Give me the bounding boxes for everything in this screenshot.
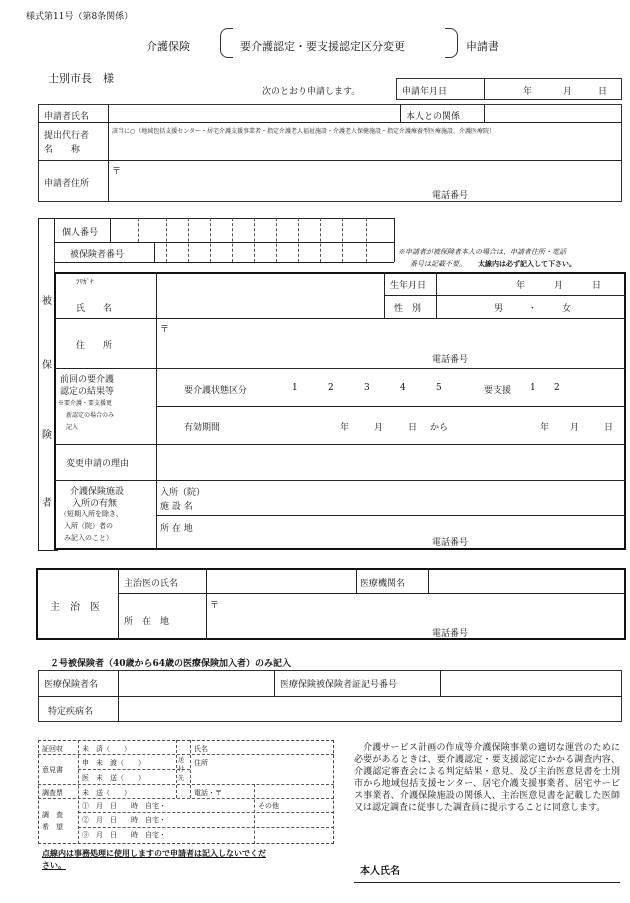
addressee: 士別市長 様 [48,72,114,85]
birth-month: 月 [554,281,564,291]
doctor-phone: 電話番号 [432,629,469,639]
insured-name-label: 氏 名 [76,304,113,314]
slot-other: その他 [258,802,279,810]
sex-dot: ・ [528,304,538,314]
note-1: ※申請者が被保険者本人の場合は、申請者住所・電話 [398,248,566,256]
recipient-label: 送付先 [178,757,185,782]
valid-to-day: 日 [604,423,614,433]
facility-in: 入所（院） [160,488,206,498]
bracket-right [445,28,458,58]
disease-field[interactable] [122,700,618,718]
birth-year: 年 [516,281,526,291]
office-footnote-1: 点線内は事務処理に使用しますので申請者は記入しないでくだ [42,848,266,858]
date-label: 申請年月日 [402,87,448,97]
agent-label-1: 提出代行者 [44,131,90,141]
facility-note-3: み記入のこと） [64,534,113,542]
sex-male[interactable]: 男 [494,304,504,314]
facility-name: 施 設 名 [160,502,193,512]
facility-note-2: 入所（院）者の [64,522,113,530]
title-center: 要介護認定・要支援認定区分変更 [240,40,405,53]
signature-line[interactable] [354,882,620,883]
side-char-3: 険 [42,430,52,441]
doctor-name-field[interactable] [210,571,352,591]
care-level-1[interactable]: 1 [292,383,298,393]
facility-addr: 所 在 地 [160,524,193,534]
side-char-2: 保 [42,360,52,371]
support-level-2[interactable]: 2 [554,383,560,393]
doctor-section-label: 主 治 医 [50,602,100,613]
valid-to-month: 月 [570,423,580,433]
insured-name-field[interactable] [160,276,380,316]
change-reason-label: 変更申請の理由 [66,459,130,469]
chosa-send: 未 送（ ） [82,789,131,797]
prev-label-1: 前回の要介護 [60,375,115,385]
intro-text: 次のとおり申請します。 [262,87,361,97]
form-number: 様式第11号（第8条関係） [26,12,134,22]
valid-from-month: 月 [374,423,384,433]
type2-heading: ２号被保険者（40歳から64歳の医療保険加入者）のみ記入 [50,659,292,669]
shokai-status: 未 済（ ） [82,745,131,753]
birth-label: 生年月日 [390,281,427,291]
applicant-phone: 電話番号 [432,191,469,201]
cert-label: 医療保険被保険者証記号番号 [280,680,398,690]
care-level-5[interactable]: 5 [436,383,442,393]
care-level-3[interactable]: 3 [364,383,370,393]
chosa-kibou-2: 希 望 [42,823,63,831]
care-level-label: 要介護状態区分 [184,386,248,396]
valid-from-year: 年 [340,423,350,433]
facility-label-1: 介護保険施設 [70,487,125,497]
note-2: 番号は記載不要。 [410,260,466,268]
title-left: 介護保険 [146,40,190,53]
valid-to-year: 年 [540,423,550,433]
sex-label: 性 別 [394,304,422,314]
applicant-postal: 〒 [112,167,122,177]
slot-1: ① 月 日 時 自宅・ [82,802,166,810]
valid-from: から [430,423,449,433]
doctor-addr-label: 所 在 地 [124,617,170,627]
signature-label: 本人氏名 [360,866,400,877]
disease-label: 特定疾病名 [48,707,94,717]
office-footnote-2: さい。 [42,860,66,870]
note-bold: 太線内は必ず記入して下さい。 [478,259,576,268]
insured-phone: 電話番号 [432,355,469,365]
kojin-number-field[interactable] [112,220,392,240]
applicant-name-field[interactable] [112,106,396,120]
applicant-address-label: 申請者住所 [44,179,90,189]
furigana-label: ﾌﾘｶﾞﾅ [76,278,94,286]
shokai-label: 証回収 [42,745,63,753]
facility-label-2: 入所の有無 [72,499,118,509]
date-year: 年 [523,87,533,97]
facility-phone: 電話番号 [432,538,469,548]
insured-address-label: 住 所 [76,341,113,351]
consent-text: 介護サービス計画の作成等介護保険事業の適切な運営のために必要があるときは、要介護認定・要支援認定にかかる調査内容、介護認定審査会による判定結果・意見、及び主治医意見書を士別市から地域包括支援センター、居宅介護支援事業者、居宅サービス事業者、介護保険施設の関係人、主治医意見書を記載した医師又は認定調査に従事した調査員に提示することに同意します。 [354,743,620,813]
date-month: 月 [563,87,573,97]
doctor-postal: 〒 [210,601,220,611]
prev-note-1: ※要介護・要支援更 [58,400,113,407]
side-char-1: 被 [42,296,52,307]
prev-note-3: 記入 [66,424,79,431]
hihoken-number-field[interactable] [156,244,392,260]
birth-day: 日 [592,281,602,291]
title-right: 申請書 [466,40,499,53]
care-level-4[interactable]: 4 [400,383,406,393]
insurer-field[interactable] [122,673,270,693]
date-day: 日 [598,87,608,97]
cert-field[interactable] [444,673,618,693]
facility-note-1: （短期入所を除き、 [60,510,123,518]
support-level-1[interactable]: 1 [530,383,536,393]
recipient-address: 住所 [194,759,208,767]
slot-3: ③ 月 日 時 自宅・ [82,831,166,839]
agent-note: 該当に○（地域包括支援センター・居宅介護支援事業者・指定介護老人福祉施設・介護老人保健施設・指定介護療養型医療施設、介護医療院） [112,128,495,135]
change-reason-field[interactable] [160,448,620,476]
insured-postal: 〒 [160,325,170,335]
bracket-left [220,28,233,58]
sex-female[interactable]: 女 [562,304,572,314]
insurer-label: 医療保険者名 [44,680,99,690]
ikensho-label: 意見書 [42,766,63,774]
ikensho-request: 申 未 渡（ ） [82,759,145,767]
hospital-field[interactable] [432,571,622,591]
chosa-kibou-1: 調 査 [42,811,63,819]
applicant-name-label: 申請者氏名 [44,112,90,122]
relation-field[interactable] [488,106,618,120]
support-label: 要支援 [484,386,512,396]
ikensho-doctor: 医 未 送（ ） [82,774,145,782]
relation-label: 本人との関係 [406,112,461,122]
care-level-2[interactable]: 2 [328,383,334,393]
prev-note-2: 新認定の場合のみ [66,412,115,419]
valid-label: 有効期間 [184,423,221,433]
slot-2: ② 月 日 時 自宅・ [82,816,166,824]
kojin-label: 個人番号 [62,228,99,238]
hospital-label: 医療機関名 [360,579,406,589]
recipient-tel: 電話・〒 [194,789,222,797]
chosa-hyo-label: 調査票 [42,789,63,797]
recipient-name: 氏名 [194,745,208,753]
hihoken-label: 被保険者番号 [70,250,125,260]
valid-from-day: 日 [408,423,418,433]
prev-label-2: 認定の結果等 [60,387,115,397]
side-char-4: 者 [42,498,52,509]
agent-label-2: 名 称 [44,145,81,155]
doctor-name-label: 主治医の氏名 [124,579,179,589]
